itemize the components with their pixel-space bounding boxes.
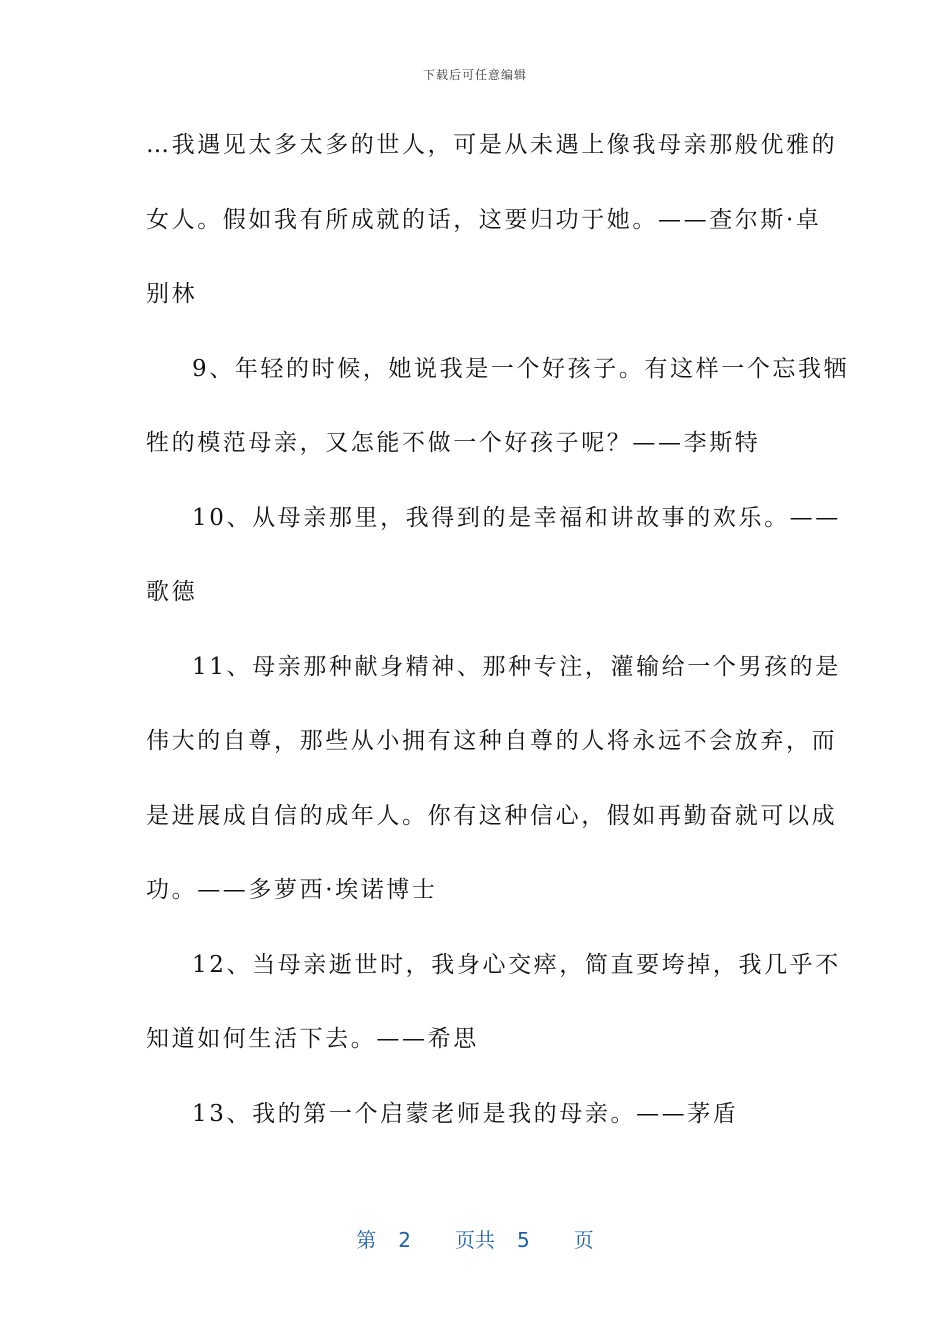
text-line: …我遇见太多太多的世人，可是从未遇上像我母亲那般优雅的 [146,132,838,158]
quote-10-line: 10、从母亲那里，我得到的是幸福和讲故事的欢乐。—— [192,504,841,531]
current-page-number: 2 [398,1228,411,1252]
footer-prefix: 第 [356,1228,377,1252]
text-line: 伟大的自尊，那些从小拥有这种自尊的人将永远不会放弃，而 [146,728,838,754]
header-note: 下载后可任意编辑 [422,68,527,82]
text-line: 牲的模范母亲，又怎能不做一个好孩子呢？——李斯特 [146,430,761,456]
quote-12-line: 12、当母亲逝世时，我身心交瘁，简直要垮掉，我几乎不 [192,951,841,978]
text-line: 功。——多萝西·埃诺博士 [146,877,438,903]
text-line: 知道如何生活下去。——希思 [146,1026,479,1052]
text-line: 女人。假如我有所成就的话，这要归功于她。——查尔斯·卓 [146,206,822,233]
text-line: 歌德 [146,579,198,605]
quote-11-line: 11、母亲那种献身精神、那种专注，灌输给一个男孩的是 [192,653,841,680]
footer-suffix: 页 [573,1228,594,1252]
quote-9-line: 9、年轻的时候，她说我是一个好孩子。有这样一个忘我牺 [192,355,850,382]
text-line: 别林 [146,281,198,307]
quote-13-line: 13、我的第一个启蒙老师是我的母亲。——茅盾 [192,1100,739,1127]
text-line: 是进展成自信的成年人。你有这种信心，假如再勤奋就可以成 [146,802,838,829]
page-footer [0,1224,950,1253]
footer-middle: 页共 [455,1228,495,1252]
document-body [146,108,850,1151]
total-pages-number: 5 [517,1228,530,1252]
